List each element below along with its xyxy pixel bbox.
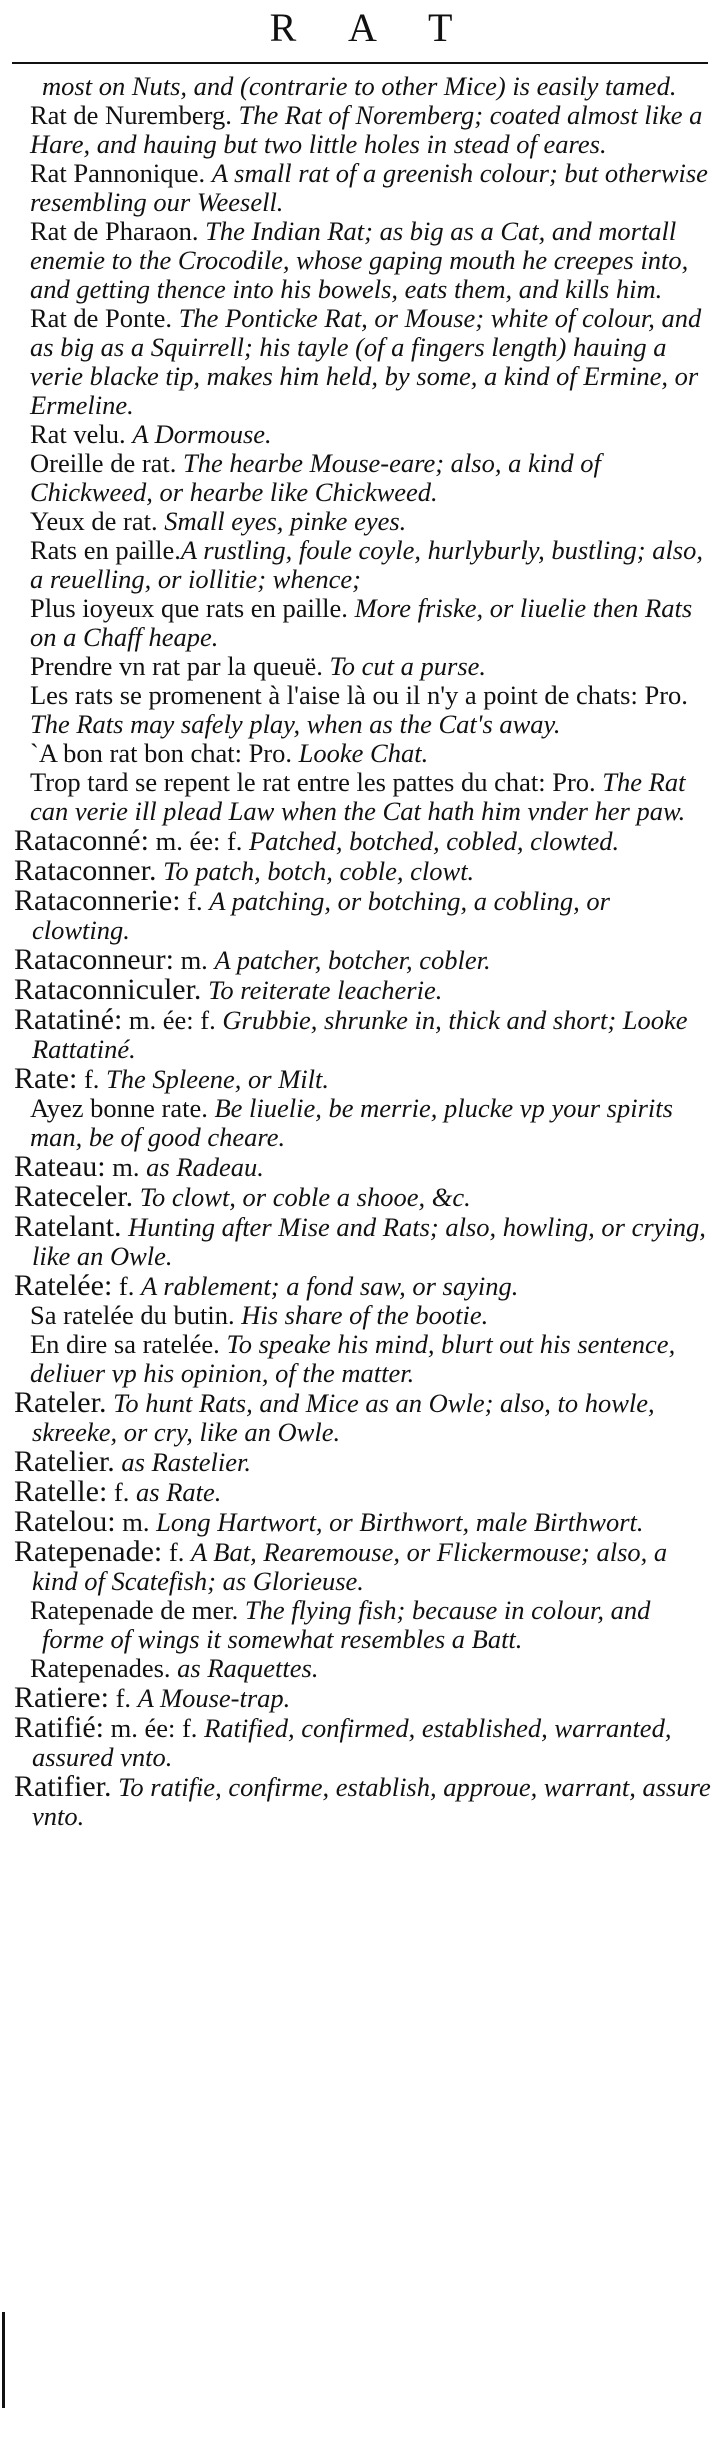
entry-ratifie: Ratifié: m. ée: f. Ratified, confirmed, established, warranted, assured vnto. <box>14 1711 672 1772</box>
entry-rat-de-ponte: Rat de Ponte. The Ponticke Rat, or Mouse; white of colour, and as big as a Squirrell; his tayle (of a fingers length) hauing a verie blacke tip, makes him held, by some, a kind of Ermine, or Ermeline. <box>30 303 702 420</box>
entry-oreille-de-rat: Oreille de rat. The hearbe Mouse-eare; also, a kind of Chickweed, or hearbe like Chickweed. <box>30 448 601 507</box>
entry-continuation: most on Nuts, and (contrarie to other Mice) is easily tamed. <box>42 71 677 101</box>
entry-sa-ratelee: Sa ratelée du butin. His share of the bootie. <box>30 1300 489 1330</box>
entry-plus-ioyeux: Plus ioyeux que rats en paille. More friske, or liuelie then Rats on a Chaff heape. <box>30 593 693 652</box>
entry-proverb-trop-tard: Trop tard se repent le rat entre les pattes du chat: Pro. The Rat can verie ill plead Law when the Cat hath him vnder her paw. <box>30 767 686 826</box>
header-rule <box>12 62 708 64</box>
entry-ratelier: Ratelier. as Rastelier. <box>14 1445 251 1478</box>
entry-en-dire-sa-ratelee: En dire sa ratelée. To speake his mind, blurt out his sentence, deliuer vp his opinion, of the matter. <box>30 1329 676 1388</box>
entry-ratelant: Ratelant. Hunting after Mise and Rats; also, howling, or crying, like an Owle. <box>14 1210 706 1271</box>
entry-rat-de-nuremberg: Rat de Nuremberg. The Rat of Noremberg; coated almost like a Hare, and hauing but two little holes in stead of eares. <box>30 100 703 159</box>
entry-rat-pannonique: Rat Pannonique. A small rat of a greenish colour; but otherwise resembling our Weesell. <box>30 158 708 217</box>
entry-rataconne: Rataconné: m. ée: f. Patched, botched, cobled, clowted. <box>14 824 620 857</box>
entry-ratepenade: Ratepenade: f. A Bat, Rearemouse, or Flickermouse; also, a kind of Scatefish; as Glorieuse. <box>14 1535 668 1596</box>
entry-ratiere: Ratiere: f. A Mouse-trap. <box>14 1681 291 1714</box>
entry-rataconneur: Rataconneur: m. A patcher, botcher, cobler. <box>14 943 491 976</box>
entry-ayez-bonne-rate: Ayez bonne rate. Be liuelie, be merrie, plucke vp your spirits man, be of good cheare. <box>30 1093 673 1152</box>
entry-rataconnerie: Rataconnerie: f. A patching, or botching, a cobling, or clowting. <box>14 884 610 945</box>
running-head: R A T <box>269 5 475 50</box>
entry-ratelle: Ratelle: f. as Rate. <box>14 1475 222 1508</box>
entry-rats-en-paille: Rats en paille.A rustling, foule coyle, hurlyburly, bustling; also, a reuelling, or iollitie; whence; <box>30 535 703 594</box>
entry-yeux-de-rat: Yeux de rat. Small eyes, pinke eyes. <box>30 506 407 536</box>
entry-ratepenade-de-mer: Ratepenade de mer. The flying fish; because in colour, and forme of wings it somewhat resembles a Batt. <box>30 1595 651 1654</box>
entry-prendre-vn-rat: Prendre vn rat par la queuë. To cut a purse. <box>30 651 487 681</box>
entry-ratelee: Ratelée: f. A rablement; a fond saw, or saying. <box>14 1269 519 1302</box>
entry-rateau: Rateau: m. as Radeau. <box>14 1150 264 1183</box>
entry-rateceler: Rateceler. To clowt, or coble a shooe, &c. <box>14 1180 471 1213</box>
entry-proverb-rats-promenent: Les rats se promenent à l'aise là ou il n'y a point de chats: Pro. The Rats may safely play, when as the Cat's away. <box>30 680 688 739</box>
entry-ratatine: Ratatiné: m. ée: f. Grubbie, shrunke in, thick and short; Looke Rattatiné. <box>14 1003 688 1064</box>
entry-proverb-bon-rat: `A bon rat bon chat: Pro. Looke Chat. <box>30 738 429 768</box>
entry-rataconner: Rataconner. To patch, botch, coble, clowt. <box>14 854 475 887</box>
entry-ratepenades: Ratepenades. as Raquettes. <box>30 1653 319 1683</box>
entry-ratelou: Ratelou: m. Long Hartwort, or Birthwort, male Birthwort. <box>14 1505 644 1538</box>
entry-rataconniculer: Rataconniculer. To reiterate leacherie. <box>14 973 443 1006</box>
entry-ratifier: Ratifier. To ratifie, confirme, establish, approue, warrant, assure vnto. <box>14 1770 711 1831</box>
entry-rat-velu: Rat velu. A Dormouse. <box>30 419 272 449</box>
entry-rateler: Rateler. To hunt Rats, and Mice as an Owle; also, to howle, skreeke, or cry, like an Owle. <box>14 1386 655 1447</box>
entry-rate: Rate: f. The Spleene, or Milt. <box>14 1062 330 1095</box>
entries-column <box>0 72 722 1831</box>
margin-bar <box>2 2312 5 2408</box>
entry-rat-de-pharaon: Rat de Pharaon. The Indian Rat; as big as a Cat, and mortall enemie to the Crocodile, whose gaping mouth he creepes into, and getting thence into his bowels, eats them, and kills him. <box>30 216 689 304</box>
